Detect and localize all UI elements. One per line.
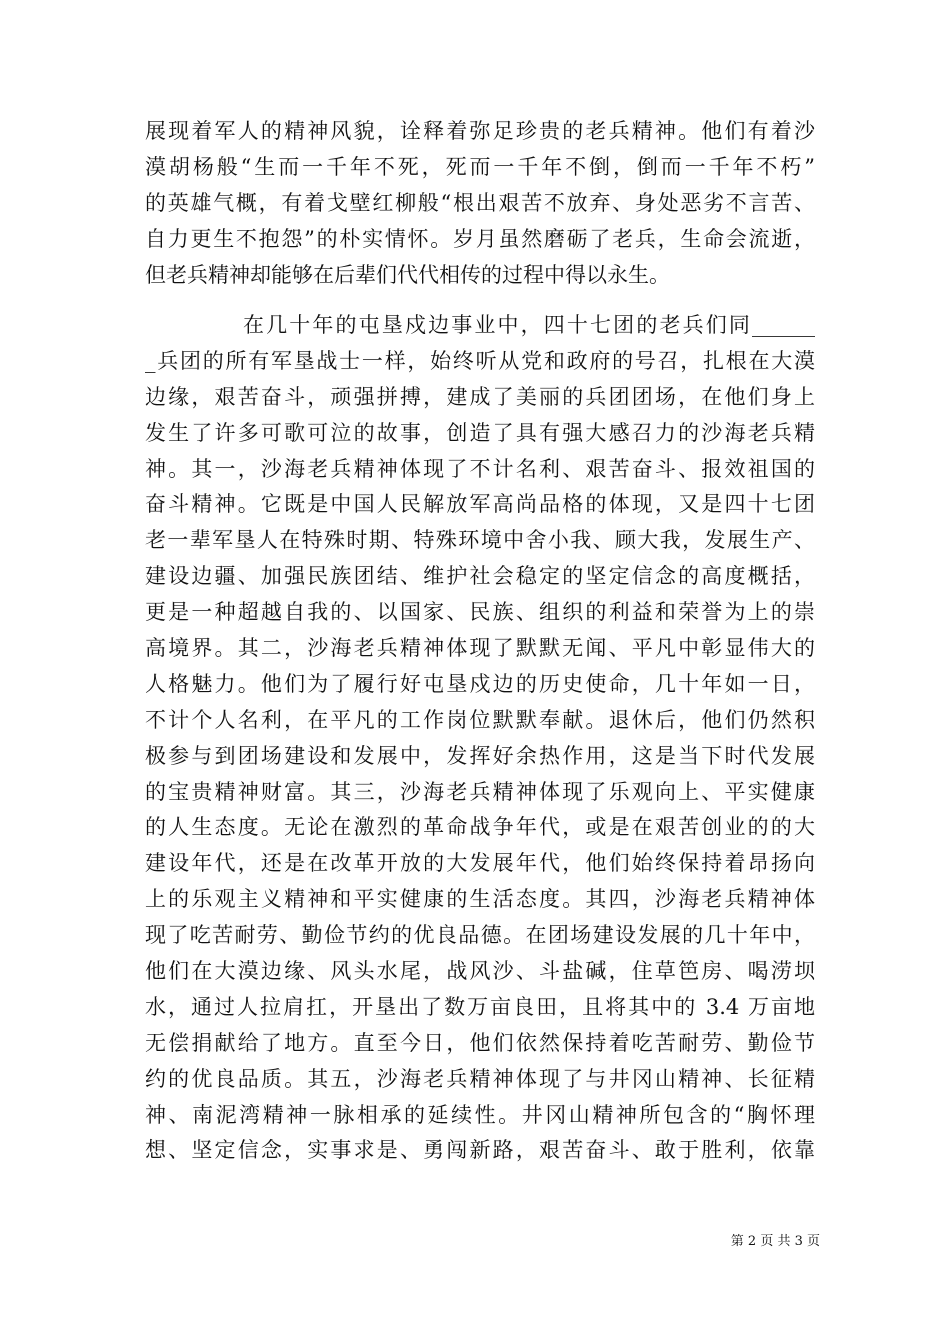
text-line: 水，通过人拉肩扛，开垦出了数万亩良田，且将其中的 3.4 万亩地: [145, 994, 815, 1019]
text-line: 边缘，艰苦奋斗，顽强拼搏，建成了美丽的兵团团场，在他们身上: [145, 384, 815, 409]
text-line: 建设边疆、加强民族团结、维护社会稳定的坚定信念的高度概括，: [145, 564, 815, 589]
text-line: 展现着军人的精神风貌，诠释着弥足珍贵的老兵精神。他们有着沙: [145, 119, 815, 143]
text-line: 的宝贵精神财富。其三，沙海老兵精神体现了乐观向上、平实健康: [145, 779, 815, 804]
text-line: 更是一种超越自我的、以国家、民族、组织的利益和荣誉为上的崇: [145, 600, 815, 625]
text-line: 极参与到团场建设和发展中，发挥好余热作用，这是当下时代发展: [145, 743, 815, 768]
text-line: _兵团的所有军垦战士一样，始终听从党和政府的号召，扎根在大漠: [145, 348, 815, 373]
text-line: 无偿捐献给了地方。直至今日，他们依然保持着吃苦耐劳、勤俭节: [145, 1030, 815, 1055]
text-line: 漠胡杨般“生而一千年不死，死而一千年不倒，倒而一千年不朽”: [145, 154, 815, 179]
text-line: 建设年代，还是在改革开放的大发展年代，他们始终保持着昂扬向: [145, 851, 815, 876]
text-line: 他们在大漠边缘、风头水尾，战风沙、斗盐碱，住草笆房、喝涝坝: [145, 959, 815, 984]
text-line: 奋斗精神。它既是中国人民解放军高尚品格的体现，又是四十七团: [145, 492, 815, 517]
text-line: 想、坚定信念，实事求是、勇闯新路，艰苦奋斗、敢于胜利，依靠: [145, 1138, 815, 1163]
text-line: 不计个人名利，在平凡的工作岗位默默奉献。退休后，他们仍然积: [145, 707, 815, 732]
text-line: 老一辈军垦人在特殊时期、特殊环境中舍小我、顾大我，发展生产、: [145, 528, 815, 553]
paragraph-2: [145, 308, 815, 1169]
text-line: 神、南泥湾精神一脉相承的延续性。井冈山精神所包含的“胸怀理: [145, 1102, 815, 1127]
text-line: 现了吃苦耐劳、勤俭节约的优良品德。在团场建设发展的几十年中，: [145, 923, 815, 948]
paragraph-1: [145, 114, 815, 293]
text-line: 的英雄气概，有着戈壁红柳般“根出艰苦不放弃、身处恶劣不言苦、: [145, 190, 815, 215]
text-line: 人格魅力。他们为了履行好屯垦戍边的历史使命，几十年如一日，: [145, 671, 815, 696]
text-line: 约的优良品质。其五，沙海老兵精神体现了与井冈山精神、长征精: [145, 1066, 815, 1091]
text-line: 高境界。其二，沙海老兵精神体现了默默无闻、平凡中彰显伟大的: [145, 636, 815, 661]
text-line: 的人生态度。无论在激烈的革命战争年代，或是在艰苦创业的的大: [145, 815, 815, 840]
text-line: 神。其一，沙海老兵精神体现了不计名利、艰苦奋斗、报效祖国的: [145, 456, 815, 481]
text-line: 自力更生不抱怨”的朴实情怀。岁月虽然磨砺了老兵，生命会流逝，: [145, 226, 815, 251]
text-line: 但老兵精神却能够在后辈们代代相传的过程中得以永生。: [145, 262, 670, 287]
text-line: 在几十年的屯垦戍边事业中，四十七团的老兵们同______: [243, 313, 815, 337]
text-line: 上的乐观主义精神和平实健康的生活态度。其四，沙海老兵精神体: [145, 887, 815, 912]
text-line: 发生了许多可歌可泣的故事，创造了具有强大感召力的沙海老兵精: [145, 420, 815, 445]
page-number: 第 2 页 共 3 页: [730, 1234, 820, 1249]
